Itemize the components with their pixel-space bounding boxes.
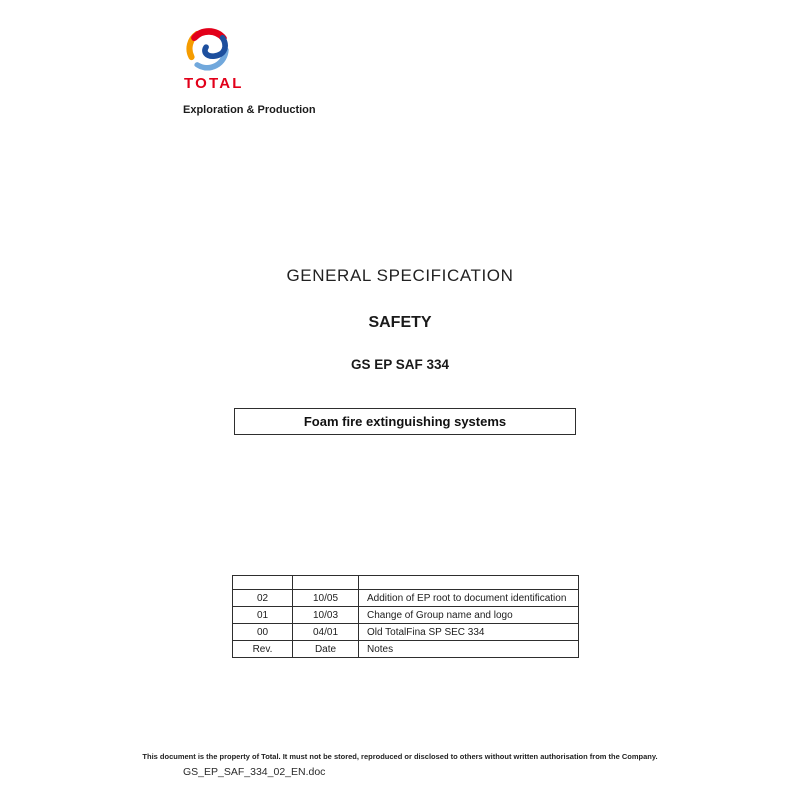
- table-header-row: [233, 641, 579, 658]
- notes-cell: Old TotalFina SP SEC 334: [359, 624, 579, 641]
- date-cell: 10/03: [293, 607, 359, 624]
- date-header-cell: Date: [293, 641, 359, 658]
- property-notice: This document is the property of Total. It must not be stored, reproduced or disclosed to others without written authorisation from the Company.: [142, 752, 658, 761]
- rev-cell: 00: [233, 624, 293, 641]
- division-label: Exploration & Production: [183, 104, 316, 116]
- date-cell: [293, 576, 359, 590]
- total-brand-block: [184, 26, 304, 92]
- rev-cell: [233, 576, 293, 590]
- subject-title: Foam fire extinguishing systems: [303, 414, 507, 429]
- notes-cell: Addition of EP root to document identification: [359, 590, 579, 607]
- document-filename: GS_EP_SAF_334_02_EN.doc: [183, 766, 326, 778]
- table-row: [233, 607, 579, 624]
- date-cell: 10/05: [293, 590, 359, 607]
- notes-cell: Change of Group name and logo: [359, 607, 579, 624]
- total-globe-icon: [184, 26, 232, 73]
- total-wordmark: TOTAL: [184, 75, 244, 92]
- logo-darkblue-ribbon: [205, 38, 225, 56]
- title-safety: SAFETY: [368, 314, 432, 331]
- logo-red-ribbon: [194, 31, 223, 38]
- table-row: [233, 576, 579, 590]
- rev-cell: 01: [233, 607, 293, 624]
- rev-cell: 02: [233, 590, 293, 607]
- notes-cell: [359, 576, 579, 590]
- notes-header-cell: Notes: [359, 641, 579, 658]
- rev-header-cell: Rev.: [233, 641, 293, 658]
- table-row: [233, 624, 579, 641]
- revision-history-table: [232, 575, 579, 658]
- subject-title-box: [234, 408, 576, 435]
- date-cell: 04/01: [293, 624, 359, 641]
- table-row: [233, 590, 579, 607]
- title-doc-code: GS EP SAF 334: [350, 357, 450, 372]
- title-general-specification: GENERAL SPECIFICATION: [286, 266, 514, 285]
